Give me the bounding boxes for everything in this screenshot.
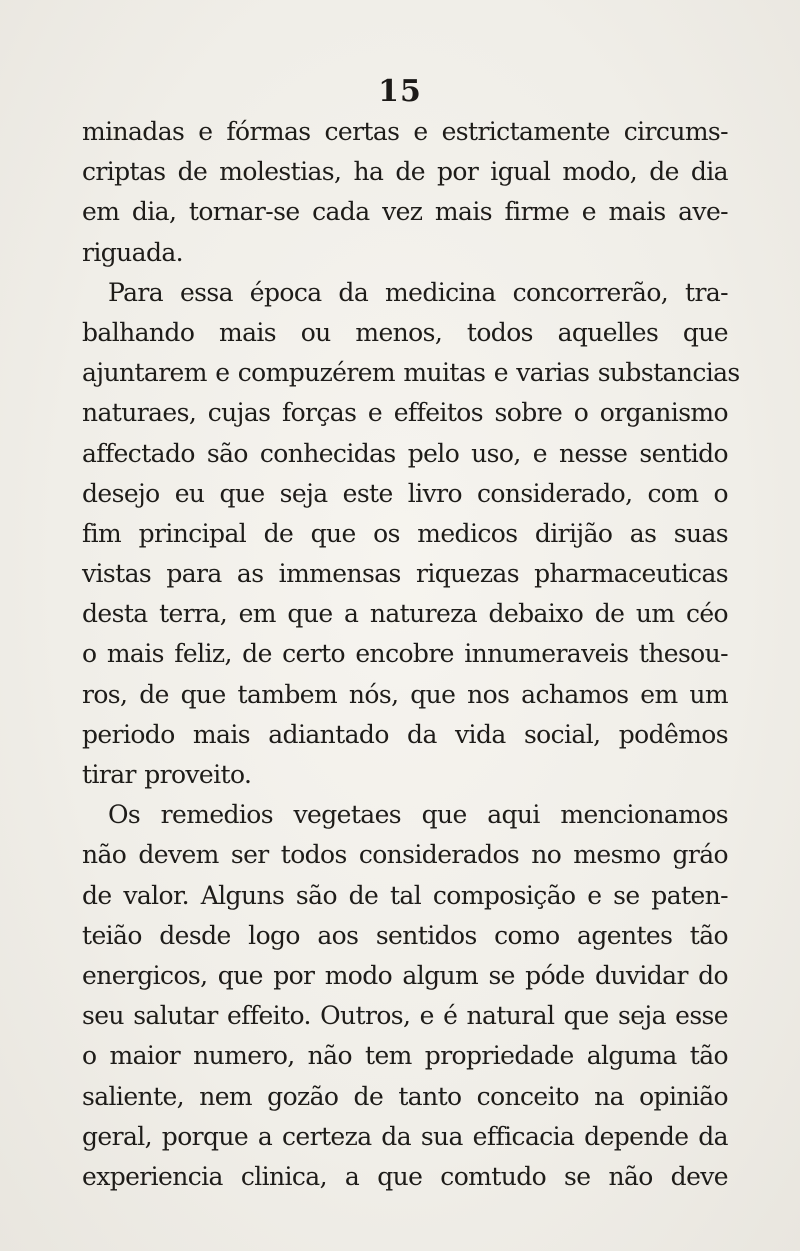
text-line: geral, porque a certeza da sua efficacia depende da bbox=[82, 1121, 728, 1151]
text-line: ajuntarem e compuzérem muitas e varias substancias bbox=[82, 358, 740, 388]
text-line: teião desde logo aos sentidos como agentes tão bbox=[82, 920, 728, 950]
text-line: Para essa época da medicina concorrerão, tra- bbox=[108, 277, 728, 307]
text-line: experiencia clinica, a que comtudo se não deve bbox=[82, 1161, 728, 1191]
text-line: vistas para as immensas riquezas pharmaceuticas bbox=[82, 559, 728, 589]
text-line: tirar proveito. bbox=[82, 760, 252, 789]
text-line: saliente, nem gozão de tanto conceito na opinião bbox=[82, 1081, 728, 1111]
text-line: em dia, tornar-se cada vez mais firme e mais ave- bbox=[82, 197, 728, 227]
body-text bbox=[82, 112, 740, 1197]
text-line: seu salutar effeito. Outros, e é natural que seja esse bbox=[82, 1001, 728, 1031]
text-line: criptas de molestias, ha de por igual modo, de dia bbox=[82, 157, 728, 187]
text-line: ros, de que tambem nós, que nos achamos em um bbox=[82, 679, 728, 709]
text-line: de valor. Alguns são de tal composição e se paten- bbox=[82, 880, 728, 910]
text-line: affectado são conhecidas pelo uso, e nesse sentido bbox=[82, 438, 728, 468]
page-number: 15 bbox=[378, 74, 422, 109]
text-line: riguada. bbox=[82, 237, 184, 267]
text-line: não devem ser todos considerados no mesmo gráo bbox=[82, 840, 728, 870]
text-line: naturaes, cujas forças e effeitos sobre o organismo bbox=[82, 398, 728, 428]
text-line: fim principal de que os medicos dirijão as suas bbox=[82, 518, 728, 548]
text-line: o maior numero, não tem propriedade alguma tão bbox=[82, 1041, 728, 1071]
text-line: o mais feliz, de certo encobre innumeraveis thesou- bbox=[82, 639, 728, 669]
text-line: desta terra, em que a natureza debaixo de um céo bbox=[82, 599, 728, 629]
text-line: balhando mais ou menos, todos aquelles que bbox=[82, 317, 728, 347]
text-line: energicos, que por modo algum se póde duvidar do bbox=[82, 960, 728, 990]
text-line: periodo mais adiantado da vida social, podêmos bbox=[82, 719, 728, 749]
text-line: Os remedios vegetaes que aqui mencionamos bbox=[108, 800, 728, 830]
text-line: desejo eu que seja este livro considerado, com o bbox=[82, 478, 728, 508]
text-line: minadas e fórmas certas e estrictamente circums- bbox=[82, 117, 728, 146]
